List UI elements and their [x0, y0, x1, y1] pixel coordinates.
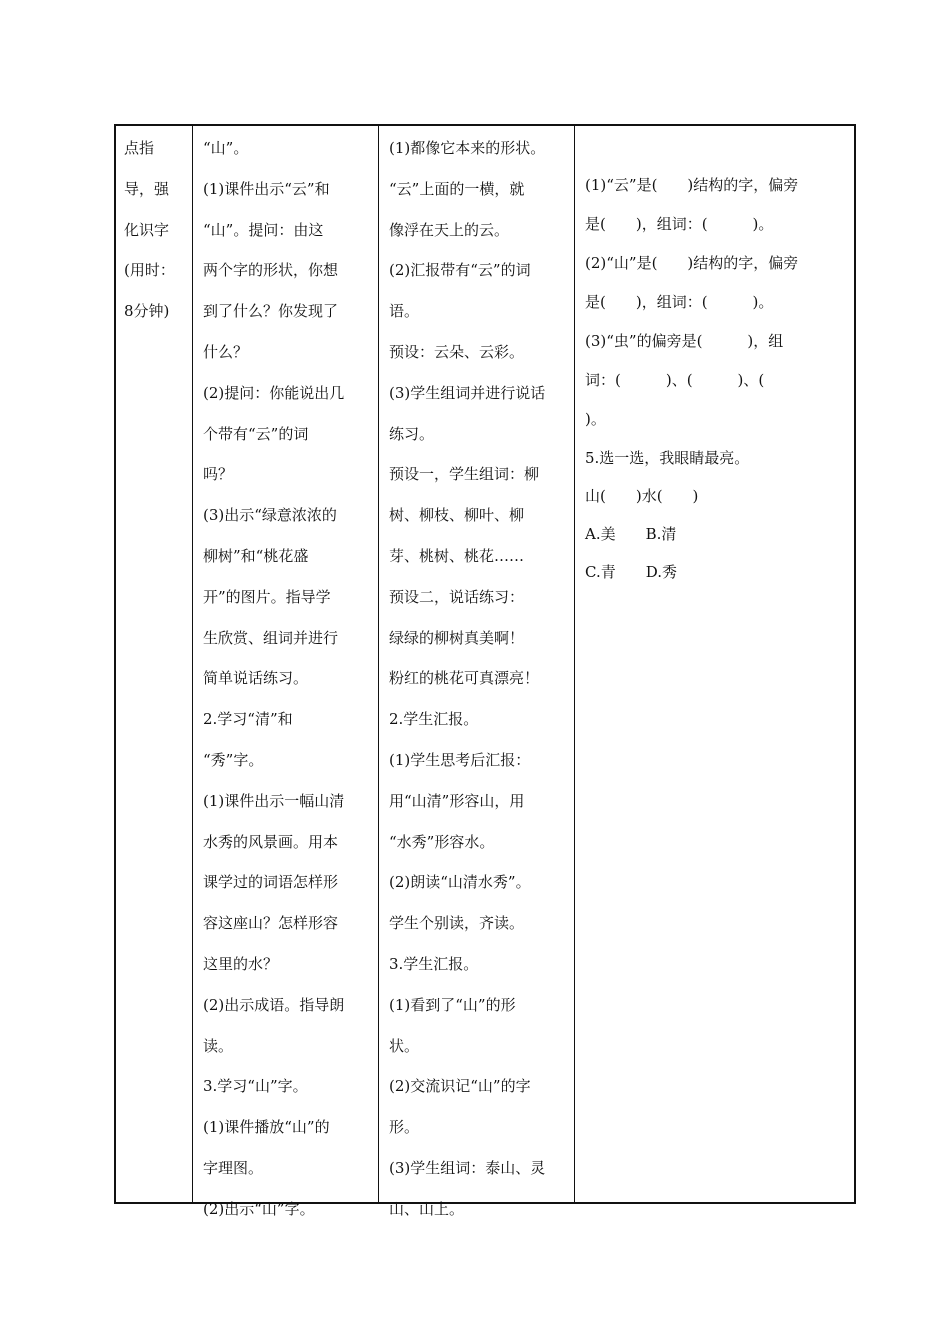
col4-line: 5.选一选，我眼睛最亮。: [585, 449, 750, 467]
col2-line: (2)出示“山”字。: [203, 1199, 315, 1218]
col2-line: (1)课件出示“云”和: [203, 179, 330, 198]
col4-line: (1)“云”是( )结构的字，偏旁: [585, 176, 799, 194]
col2-line: (2)提问：你能说出几: [203, 383, 345, 402]
student-activity-column: [378, 126, 574, 1218]
col4-line: A.美 B.清: [585, 525, 677, 543]
col2-line: 什么？: [203, 342, 249, 361]
col3-line: 像浮在天上的云。: [389, 220, 510, 239]
col3-line: (2)汇报带有“云”的词: [389, 261, 531, 280]
teacher-activity-column: [192, 126, 378, 1218]
stage-column: [116, 126, 192, 1202]
col2-line: 开”的图片。指导学: [203, 587, 331, 606]
col3-line: 预设二，说话练习：: [389, 587, 525, 606]
col3-line: 语。: [389, 302, 420, 321]
col3-line: 2.学生汇报。: [389, 710, 479, 729]
col2-line: 读。: [203, 1036, 234, 1055]
col1-line: (用时：: [124, 261, 175, 280]
col2-line: 字理图。: [203, 1158, 264, 1177]
col3-line: (1)都像它本来的形状。: [389, 139, 546, 157]
col2-line: 容这座山？怎样形容: [203, 914, 339, 933]
col2-line: “山”。: [203, 139, 249, 157]
col2-line: 吗？: [203, 465, 234, 484]
col3-line: 形。: [389, 1118, 420, 1137]
col3-line: 练习。: [389, 424, 435, 443]
col2-line: 到了什么？你发现了: [203, 302, 339, 321]
col2-line: (1)课件出示一幅山清: [203, 791, 345, 810]
col3-line: “水秀”形容水。: [389, 832, 495, 851]
col3-line: 学生个别读，齐读。: [389, 914, 525, 933]
col3-line: (3)学生组词并进行说话: [389, 383, 546, 402]
col3-line: 3.学生汇报。: [389, 954, 479, 973]
col1-line: 化识字: [124, 220, 170, 239]
col2-line: (3)出示“绿意浓浓的: [203, 506, 337, 525]
col2-line: 生欣赏、组词并进行: [203, 628, 339, 647]
col4-line: C.青 D.秀: [585, 563, 677, 581]
col4-line: 山( )水( ): [585, 487, 699, 505]
col3-line: 树、柳枝、柳叶、柳: [389, 506, 525, 525]
col2-line: (1)课件播放“山”的: [203, 1118, 330, 1137]
col3-line: (2)朗读“山清水秀”。: [389, 873, 531, 892]
col2-line: (2)出示成语。指导朗: [203, 995, 345, 1014]
col2-line: 个带有“云”的词: [203, 424, 309, 443]
col3-line: (2)交流识记“山”的字: [389, 1077, 531, 1096]
col2-line: 3.学习“山”字。: [203, 1077, 308, 1096]
col3-line: 预设一，学生组词：柳: [389, 465, 540, 484]
col3-line: “云”上面的一横，就: [389, 179, 525, 198]
col4-line: 词：( )、( )、(: [585, 371, 765, 389]
col1-line: 点指: [124, 139, 155, 157]
col3-line: (1)看到了“山”的形: [389, 995, 516, 1014]
col2-line: 水秀的风景画。用本: [203, 832, 339, 851]
col4-line: )。: [585, 410, 606, 428]
col1-line: 导，强: [124, 179, 170, 198]
col1-line: 8分钟): [124, 302, 170, 321]
col3-line: 芽、桃树、桃花……: [389, 546, 525, 565]
col3-line: 山、山上。: [389, 1199, 465, 1218]
col3-line: (3)学生组词：泰山、灵: [389, 1158, 546, 1177]
col3-line: 预设：云朵、云彩。: [389, 342, 525, 361]
col3-line: 用“山清”形容山，用: [389, 791, 525, 810]
col4-line: 是( )，组词：( )。: [585, 293, 774, 311]
exercise-column: [574, 126, 854, 1202]
col2-line: “山”。提问：由这: [203, 220, 324, 239]
col2-line: 课学过的词语怎样形: [203, 873, 339, 892]
col2-line: “秀”字。: [203, 750, 264, 769]
col3-line: 粉红的桃花可真漂亮！: [389, 669, 540, 688]
col2-line: 两个字的形状，你想: [203, 261, 339, 280]
col2-line: 这里的水？: [203, 954, 279, 973]
col4-line: (3)“虫”的偏旁是( )，组: [585, 332, 784, 350]
col2-line: 简单说话练习。: [203, 669, 309, 688]
lesson-table: [114, 124, 856, 1218]
col2-line: 2.学习“清”和: [203, 710, 293, 729]
col3-line: (1)学生思考后汇报：: [389, 750, 531, 769]
col4-line: 是( )，组词：( )。: [585, 215, 774, 233]
col4-line: (2)“山”是( )结构的字，偏旁: [585, 254, 799, 272]
col2-line: 柳树”和“桃花盛: [203, 546, 309, 565]
col3-line: 绿绿的柳树真美啊！: [389, 628, 525, 647]
col3-line: 状。: [389, 1036, 420, 1055]
